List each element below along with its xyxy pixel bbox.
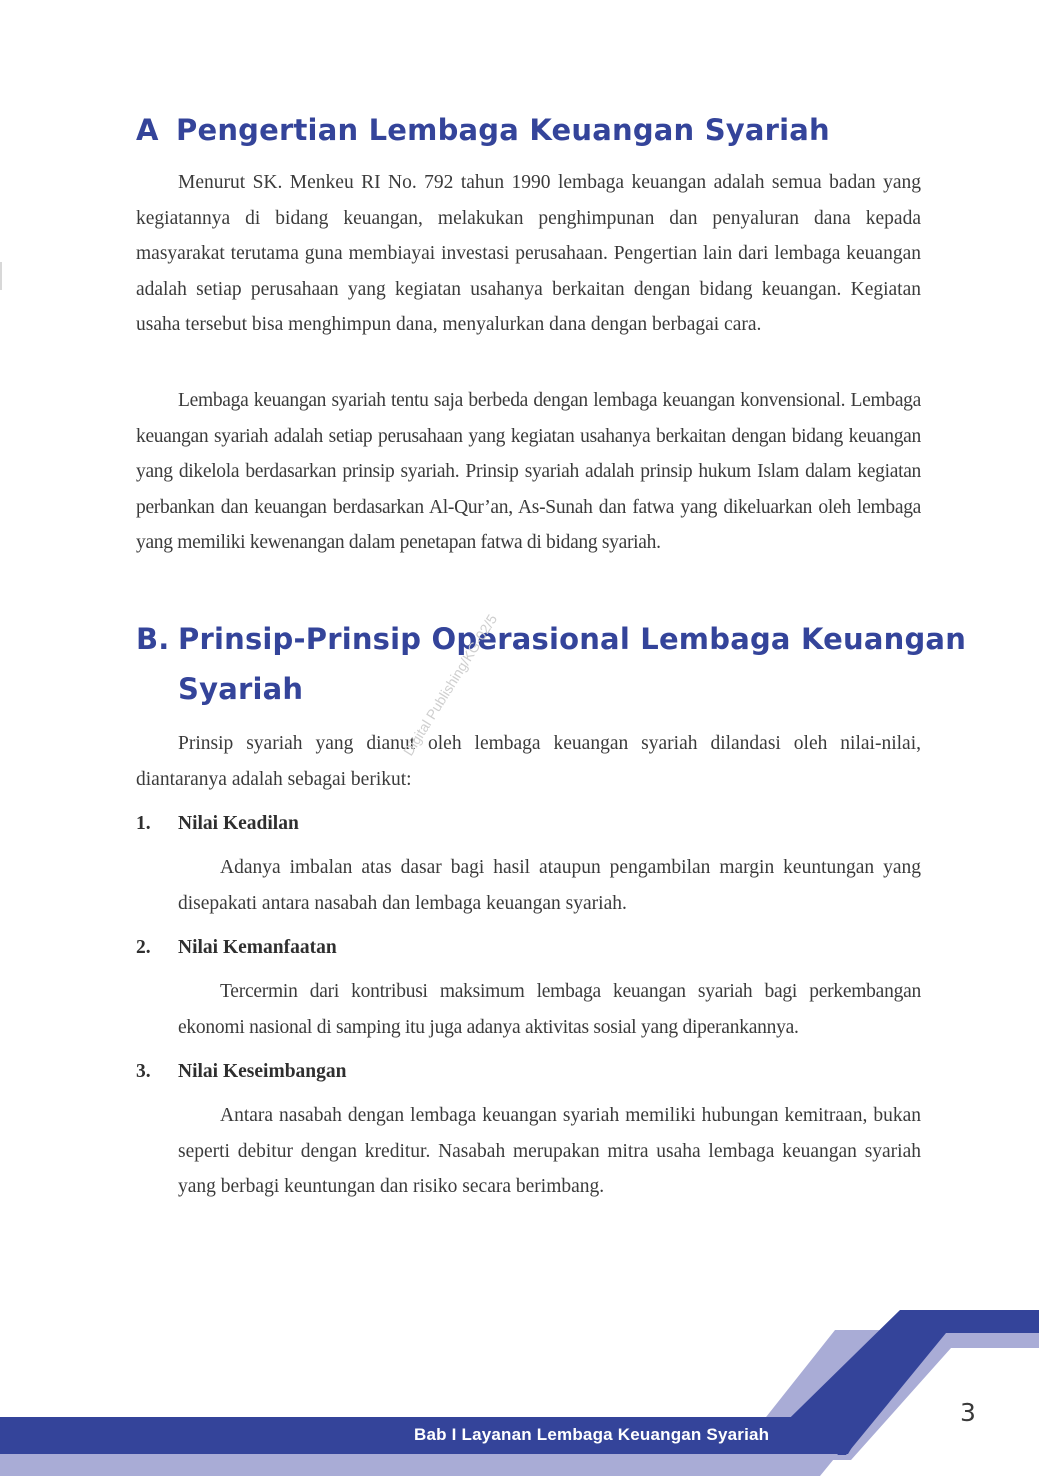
list-item-3-number: 3. xyxy=(136,1061,151,1082)
list-item-3-label: Nilai Keseimbangan xyxy=(178,1061,347,1082)
section-b-intro: Prinsip syariah yang dianut oleh lembaga keuangan syariah dilandasi oleh nilai-nilai, diantaranya adalah sebagai berikut: xyxy=(136,733,921,790)
section-b-title-line-1: Prinsip-Prinsip Operasional Lembaga Keuangan xyxy=(178,622,967,656)
list-item-3-title xyxy=(136,1061,346,1083)
list-item-2-title xyxy=(136,937,337,959)
footer-band-light xyxy=(0,1454,838,1476)
section-b-heading-line-1 xyxy=(136,622,966,656)
list-item-1-text: Adanya imbalan atas dasar bagi hasil ataupun pengambilan margin keuntungan yang disepakati antara nasabah dan lembaga keuangan syariah. xyxy=(178,857,921,914)
section-b-title-line-2: Syariah xyxy=(178,672,304,706)
section-a-heading xyxy=(136,113,830,147)
list-item-1-label: Nilai Keadilan xyxy=(178,813,299,834)
list-item-3-text: Antara nasabah dengan lembaga keuangan syariah memiliki hubungan kemitraan, bukan seperti debitur dengan kreditur. Nasabah merupakan mitra usaha lembaga keuangan syariah yang berbagi keuntungan dan risiko secara berimbang. xyxy=(178,1105,921,1197)
watermark: Digital Publishing/KG-02/5 xyxy=(400,611,501,759)
section-a-paragraph-2: Lembaga keuangan syariah tentu saja berbeda dengan lembaga keuangan konvensional. Lembaga keuangan syariah adalah setiap perusahaan yang kegiatan usahanya berkaitan dengan bidang keuangan yang dikelola berdasarkan prinsip syariah. Prinsip syariah adalah prinsip hukum Islam dalam kegiatan perbankan dan keuangan berdasarkan Al-Qur’an, As-Sunah dan fatwa yang dikeluarkan oleh lembaga yang memiliki kewenangan dalam penetapan fatwa di bidang syariah. xyxy=(136,390,921,553)
list-item-2-number: 2. xyxy=(136,937,151,958)
page-number: 3 xyxy=(960,1398,976,1427)
footer-decoration xyxy=(0,1300,1039,1476)
section-a-paragraph-1: Menurut SK. Menkeu RI No. 792 tahun 1990 lembaga keuangan adalah semua badan yang kegiatannya di bidang keuangan, melakukan penghimpunan dan penyaluran dana kepada masyarakat terutama guna membiayai investasi perusahaan. Pengertian lain dari lembaga keuangan adalah setiap perusahaan yang kegiatan usahanya berkaitan dengan bidang keuangan. Kegiatan usaha tersebut bisa menghimpun dana, menyalurkan dana dengan berbagai cara. xyxy=(136,172,921,335)
section-a-number: A xyxy=(136,113,159,147)
section-b-heading-line-2 xyxy=(178,672,303,706)
list-item-2-label: Nilai Kemanfaatan xyxy=(178,937,337,958)
section-b-number: B. xyxy=(136,622,170,656)
list-item-1-title xyxy=(136,813,299,835)
section-a-title: Pengertian Lembaga Keuangan Syariah xyxy=(176,113,830,147)
list-item-2-text: Tercermin dari kontribusi maksimum lembaga keuangan syariah bagi perkembangan ekonomi nasional di samping itu juga adanya aktivitas sosial yang diperankannya. xyxy=(178,981,921,1038)
list-item-1-number: 1. xyxy=(136,813,151,834)
page-edge-mark xyxy=(0,262,2,290)
footer-chapter-title: Bab I Layanan Lembaga Keuangan Syariah xyxy=(414,1425,770,1444)
